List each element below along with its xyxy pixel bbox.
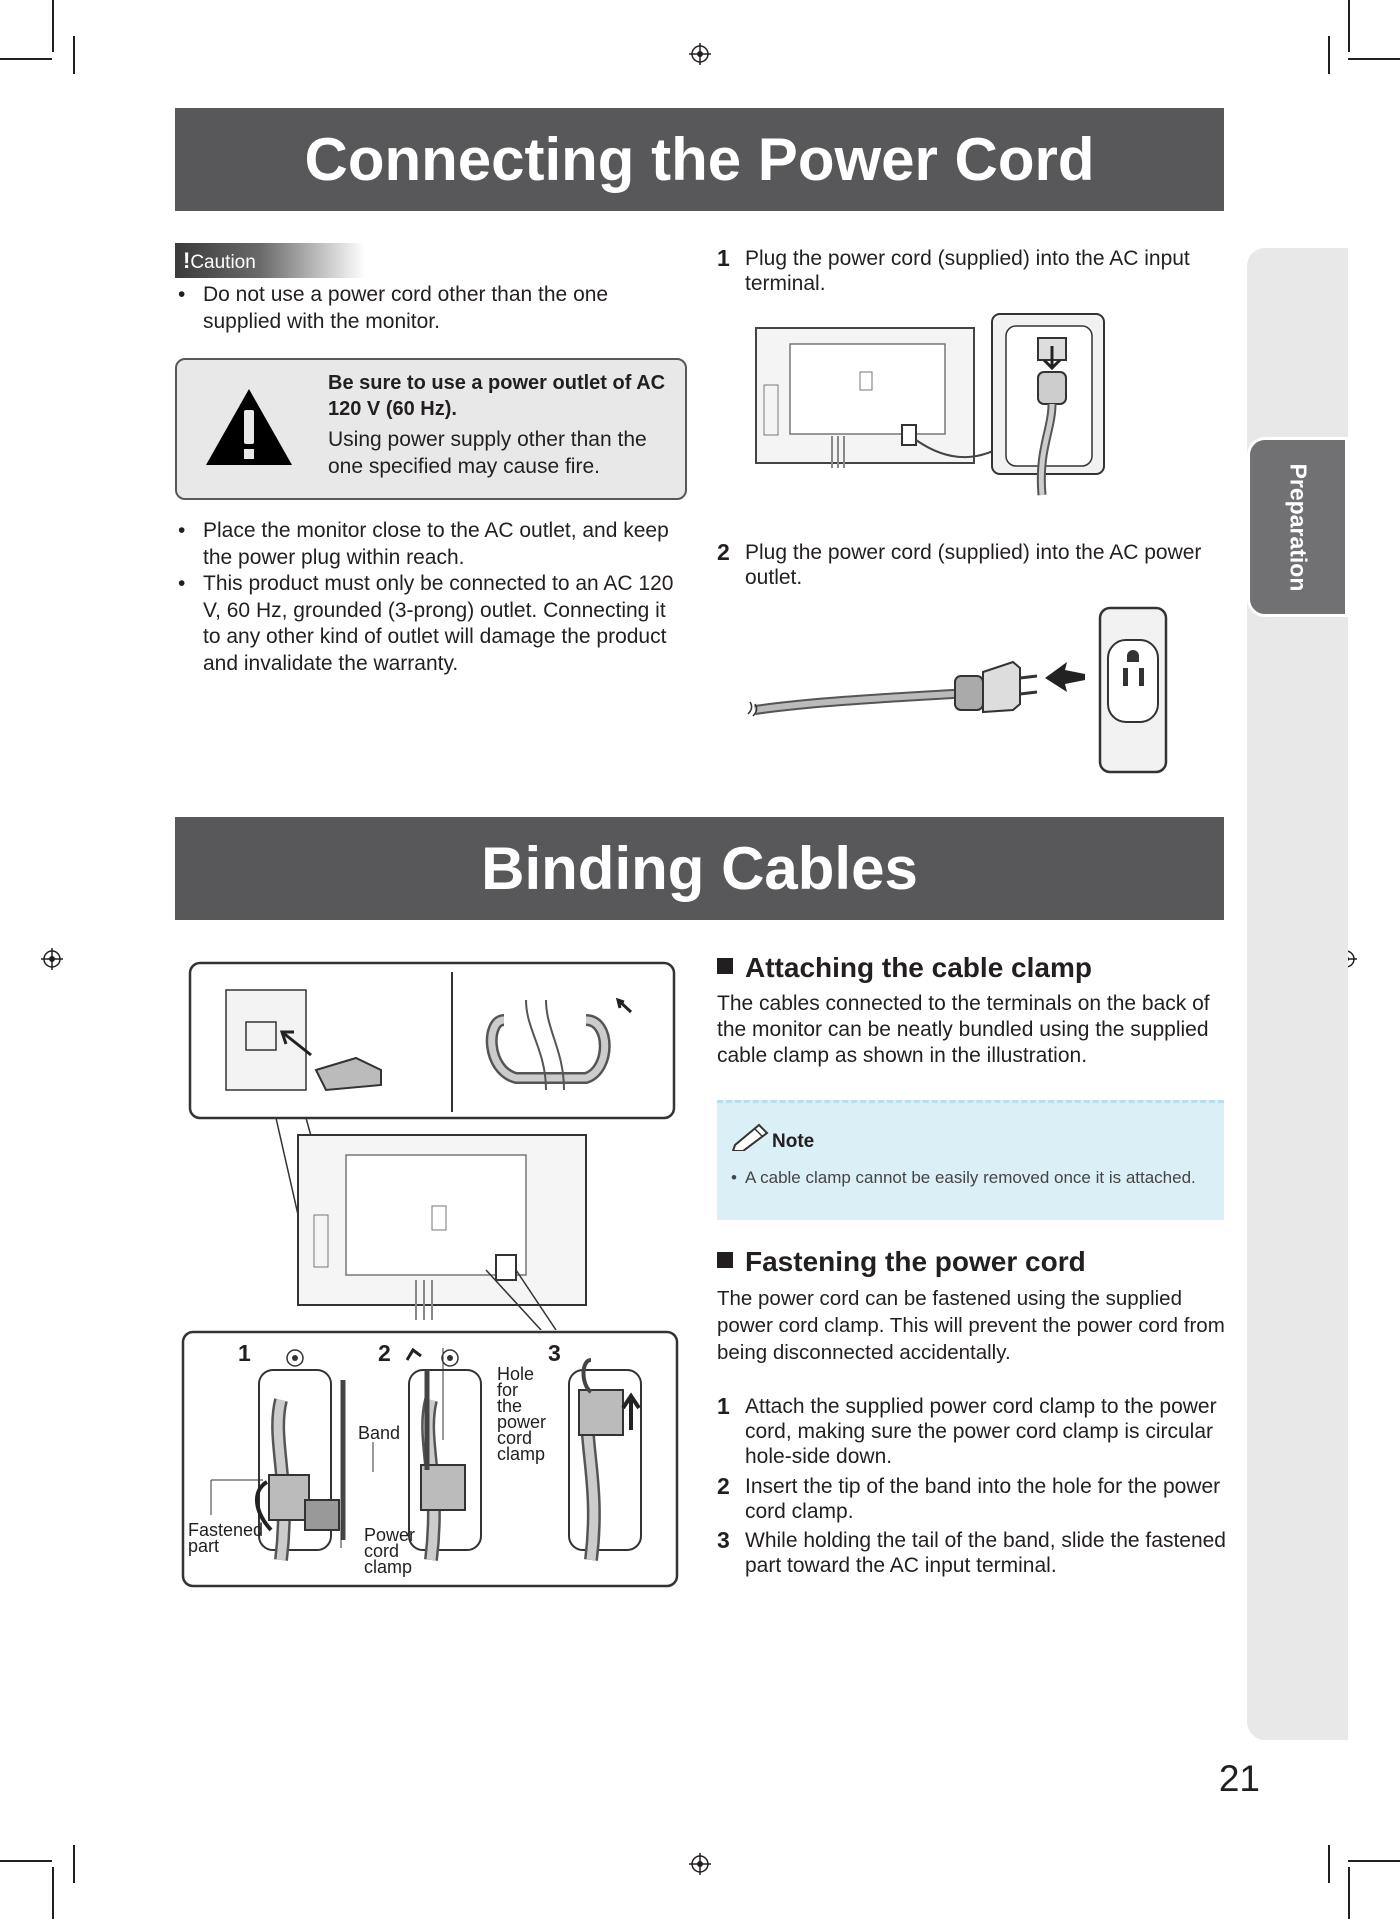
registration-mark-icon: [689, 43, 711, 65]
warning-text: Using power supply other than the one specified may cause fire.: [328, 428, 647, 478]
pencil-note-icon: [731, 1121, 771, 1151]
square-bullet-icon: [717, 1252, 733, 1268]
cable-clamp-illustration: [186, 960, 676, 1330]
figure-band-label: Band: [358, 1423, 401, 1443]
square-bullet-icon: [717, 958, 733, 974]
crop-mark: [1348, 0, 1350, 52]
fasten-step-1: 1 Attach the supplied power cord clamp to the power cord, making sure the power cord clamp is circular hole-side down.: [717, 1393, 1217, 1468]
ac-input-illustration: [752, 310, 1142, 510]
fasten-step-2: 2 Insert the tip of the band into the hole for the power cord clamp.: [717, 1473, 1221, 1523]
crop-mark: [73, 36, 75, 74]
caution-label: !Caution: [175, 243, 365, 278]
figure-step-3-label: 3: [548, 1340, 561, 1366]
crop-mark: [52, 1867, 54, 1919]
caution-bullet: • Do not use a power cord other than the one supplied with the monitor.: [175, 282, 675, 335]
figure-step-2-label: 2: [378, 1340, 391, 1366]
page-number: 21: [1218, 1758, 1260, 1799]
heading-fasten-power-cord: Fastening the power cord: [717, 1245, 1227, 1279]
list-item: • This product must only be connected to an AC 120 V, 60 Hz, grounded (3-prong) outlet. Connecting it to any other kind of outlet will damage the product and invalidate the warranty.: [175, 571, 675, 677]
crop-mark: [1348, 1867, 1350, 1919]
power-step-2: 2 Plug the power cord (supplied) into the AC power outlet.: [717, 539, 1202, 589]
crop-mark: [1328, 36, 1330, 74]
side-tab-label: Preparation: [1285, 463, 1312, 591]
ac-outlet-illustration: [745, 600, 1175, 780]
figure-power-cord-clamp-label: Power cord clamp: [364, 1525, 416, 1577]
fasten-step-3: 3 While holding the tail of the band, slide the fastened part toward the AC input terminal.: [717, 1527, 1226, 1577]
warning-bold-text: Be sure to use a power outlet of AC 120 V (60 Hz).: [328, 372, 666, 420]
crop-mark: [73, 1845, 75, 1883]
crop-mark: [0, 1860, 52, 1862]
section-title-power-cord: Connecting the Power Cord: [175, 108, 1224, 211]
note-text: • A cable clamp cannot be easily removed once it is attached.: [731, 1168, 1196, 1187]
note-box: [717, 1100, 1224, 1220]
list-item: • Place the monitor close to the AC outlet, and keep the power plug within reach.: [175, 518, 675, 571]
crop-mark: [52, 0, 54, 52]
placement-list: [175, 518, 675, 677]
attach-description: The cables connected to the terminals on the back of the monitor can be neatly bundled using the supplied cable clamp as shown in the illustration.: [717, 992, 1210, 1067]
section-title-binding-cables: Binding Cables: [175, 817, 1224, 920]
crop-mark: [1328, 1845, 1330, 1883]
figure-step-1-label: 1: [238, 1340, 251, 1366]
power-step-1: 1 Plug the power cord (supplied) into the AC input terminal.: [717, 245, 1190, 295]
warning-triangle-icon: [203, 386, 295, 468]
registration-mark-icon: [689, 1853, 711, 1875]
heading-attach-cable-clamp: Attaching the cable clamp: [717, 951, 1227, 985]
crop-mark: [1348, 1860, 1400, 1862]
fasten-description: The power cord can be fastened using the supplied power cord clamp. This will prevent the power cord from being disconnected accidentally.: [717, 1287, 1225, 1364]
crop-mark: [0, 58, 52, 60]
note-label: Note: [772, 1131, 815, 1152]
warning-box: [175, 358, 687, 500]
registration-mark-icon: [41, 948, 63, 970]
caution-list: [175, 282, 675, 335]
exclamation-icon: !: [183, 248, 191, 273]
crop-mark: [1348, 58, 1400, 60]
figure-fastened-part-label: Fastened part: [188, 1520, 264, 1556]
figure-hole-label: Hole for the power cord clamp: [497, 1364, 547, 1464]
